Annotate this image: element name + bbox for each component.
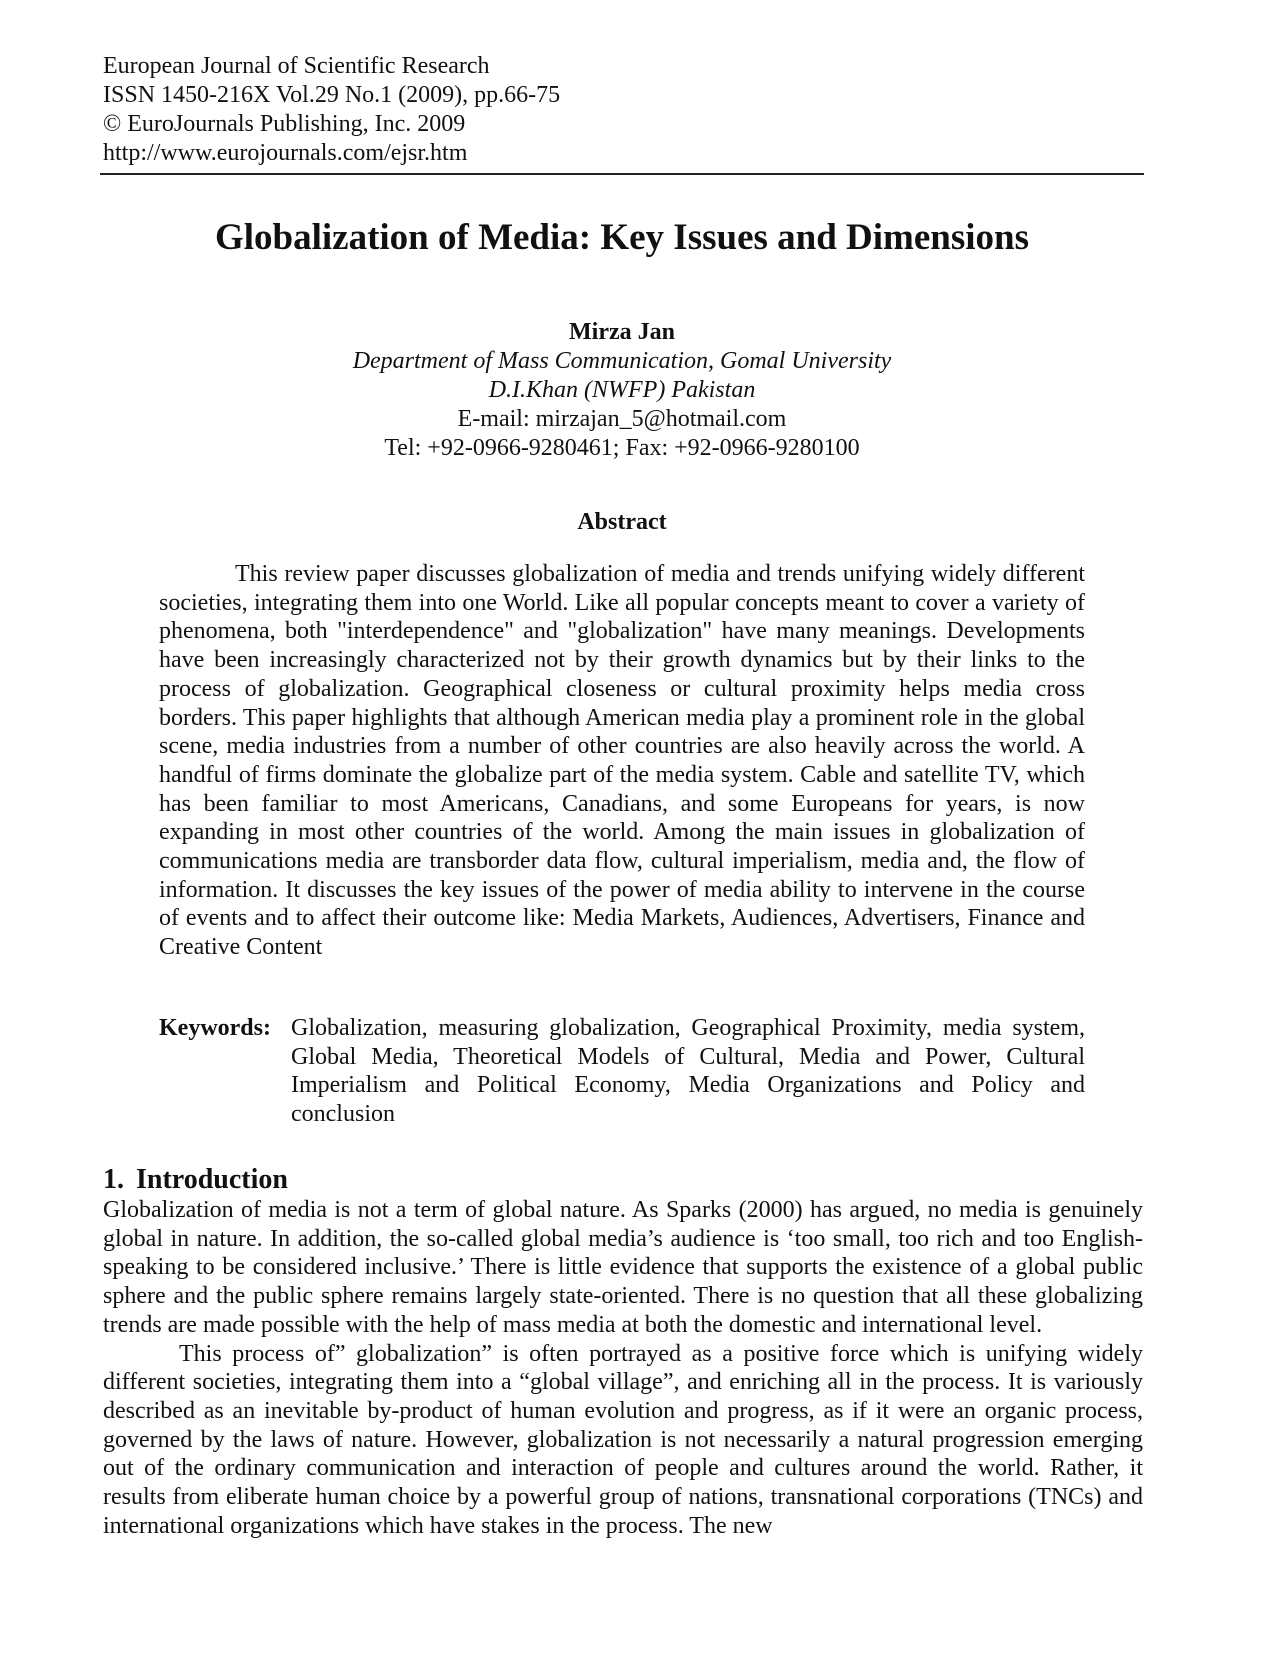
author-email: E-mail: mirzajan_5@hotmail.com [457,406,787,432]
section-number: 1. [103,1164,124,1195]
author-location: D.I.Khan (NWFP) Pakistan [488,377,756,403]
introduction-body [103,1196,1143,1540]
journal-copyright: © EuroJournals Publishing, Inc. 2009 [103,111,466,137]
journal-header [103,52,1143,168]
abstract-text: This review paper discusses globalization of media and trends unifying widely different societies, integrating them into one World. Like all popular concepts meant to cover a variety of phenomena, both "interdependence" and "globalization" have many meanings. Developments have been increasingly characterized not by their growth dynamics but by their links to the process of globalization. Geographical closeness or cultural proximity helps media cross borders. This paper highlights that although American media play a prominent role in the global scene, media industries from a number of other countries are also heavily across the world. A handful of firms dominate the globalize part of the media system. Cable and satellite TV, which has been familiar to most Americans, Canadians, and some Europeans for years, is now expanding in most other countries of the world. Among the main issues in globalization of communications media are transborder data flow, cultural imperialism, media and, the flow of information. It discusses the key issues of the power of media ability to intervene in the course of events and to affect their outcome like: Media Markets, Audiences, Advertisers, Finance and Creative Content [159,561,1085,961]
section-heading-introduction [103,1163,288,1197]
header-rule [100,173,1144,175]
abstract-heading: Abstract [577,509,667,535]
author-department: Department of Mass Communication, Gomal University [352,348,892,374]
author-block [100,318,1144,463]
journal-issn: ISSN 1450-216X Vol.29 No.1 (2009), pp.66-75 [103,82,561,108]
author-name: Mirza Jan [569,319,675,345]
keywords-label: Keywords: [159,1015,271,1041]
section-title: Introduction [136,1164,288,1195]
journal-name: European Journal of Scientific Research [103,53,490,79]
introduction-paragraph-2: This process of” globalization” is often portrayed as a positive force which is unifying widely different societies, integrating them into a “global village”, and enriching all in the process. It is variously described as an inevitable by-product of human evolution and progress, as if it were an organic process, governed by the laws of nature. However, globalization is not necessarily a natural progression emerging out of the ordinary communication and interaction of people and cultures around the world. Rather, it results from eliberate human choice by a powerful group of nations, transnational corporations (TNCs) and international organizations which have stakes in the process. The new [103,1340,1143,1539]
introduction-paragraph-1: Globalization of media is not a term of global nature. As Sparks (2000) has argued, no media is genuinely global in nature. In addition, the so-called global media’s audience is ‘too small, too rich and too English-speaking to be considered inclusive.’ There is little evidence that supports the existence of a global public sphere and the public sphere remains largely state-oriented. There is no question that all these globalizing trends are made possible with the help of mass media at both the domestic and international level. [103,1197,1143,1338]
journal-url[interactable]: http://www.eurojournals.com/ejsr.htm [103,140,468,166]
keywords-text: Globalization, measuring globalization, Geographical Proximity, media system, Global Media, Theoretical Models of Cultural, Media and Power, Cultural Imperialism and Political Economy, Media Organizations and Policy and conclusion [291,1015,1085,1128]
paper-title: Globalization of Media: Key Issues and Dimensions [214,217,1030,258]
author-phone: Tel: +92-0966-9280461; Fax: +92-0966-9280100 [384,435,860,461]
